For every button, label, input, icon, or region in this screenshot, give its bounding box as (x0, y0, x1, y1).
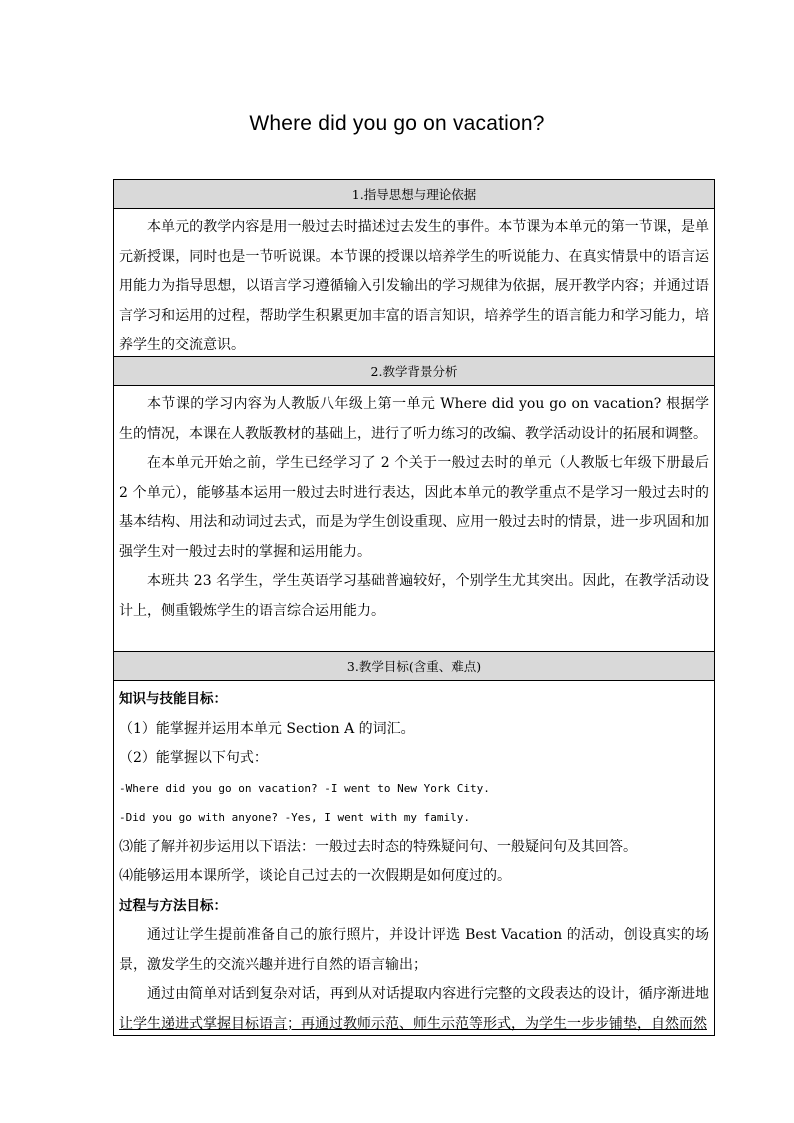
section-1-body (114, 209, 714, 357)
section-2-header: 2.教学背景分析 (114, 357, 714, 386)
knowledge-skills-heading: 知识与技能目标： (119, 691, 227, 707)
section-2-body (114, 386, 714, 652)
section-1-header: 1.指导思想与理论依据 (114, 180, 714, 209)
lesson-plan-table (113, 179, 715, 1036)
section-2-paragraph-1: 本节课的学习内容为人教版八年级上第一单元 Where did you go on vacation? 根据学生的情况，本课在人教版教材的基础上，进行了听力练习的改编、教学活动设计的拓展和调整。 (119, 396, 709, 442)
objective-item-2: （2）能掌握以下句式： (119, 750, 268, 766)
section-2-paragraph-3: 本班共 23 名学生，学生英语学习基础普遍较好，个别学生尤其突出。因此，在教学活动设计上，侧重锻炼学生的语言综合运用能力。 (119, 573, 709, 619)
process-methods-heading: 过程与方法目标： (119, 897, 227, 914)
section-3-body (114, 681, 714, 1035)
section-2-paragraph-2: 在本单元开始之前，学生已经学习了 2 个关于一般过去时的单元（人教版七年级下册最后 2 个单元），能够基本运用一般过去时进行表达，因此本单元的教学重点不是学习一般过去时的基本结构、用法和动词过去式，而是为学生创设重现、应用一般过去时的情景，进一步巩固和加强学生对一般过去时的掌握和运用能力。 (119, 455, 709, 560)
section-3-header: 3.教学目标(含重、难点) (114, 652, 714, 681)
section-1-paragraph: 本单元的教学内容是用一般过去时描述过去发生的事件。本节课为本单元的第一节课，是单元新授课，同时也是一节听说课。本节课的授课以培养学生的听说能力、在真实情景中的语言运用能力为指导思想，以语言学习遵循输入引发输出的学习规律为依据，展开教学内容；并通过语言学习和运用的过程，帮助学生积累更加丰富的语言知识，培养学生的语言能力和学习能力，培养学生的交流意识。 (119, 219, 709, 353)
target-sentence-2: -Did you go with anyone? -Yes, I went with my family. (119, 811, 470, 824)
process-paragraph-2 (119, 980, 709, 1035)
target-sentence-1: -Where did you go on vacation? -I went to New York City. (119, 781, 490, 795)
objective-item-1: （1）能掌握并运用本单元 Section A 的词汇。 (119, 720, 415, 737)
process-paragraph-2-line-1: 通过由简单对话到复杂对话，再到从对话提取内容进行完整的文段表达的设计，循序渐进地 (147, 986, 709, 1002)
process-paragraph-2-line-2: 让学生递进式掌握目标语言；再通过教师示范、师生示范等形式，为学生一步步铺垫，自然而然 (119, 1015, 707, 1032)
document-title: Where did you go on vacation? (249, 112, 545, 135)
objective-item-3: ⑶能了解并初步运用以下语法：一般过去时态的特殊疑问句、一般疑问句及其回答。 (119, 838, 637, 855)
process-paragraph-1: 通过让学生提前准备自己的旅行照片，并设计评选 Best Vacation 的活动，创设真实的场景，激发学生的交流兴趣并进行自然的语言输出； (119, 927, 709, 973)
objective-item-4: ⑷能够运用本课所学，谈论自己过去的一次假期是如何度过的。 (119, 868, 511, 884)
